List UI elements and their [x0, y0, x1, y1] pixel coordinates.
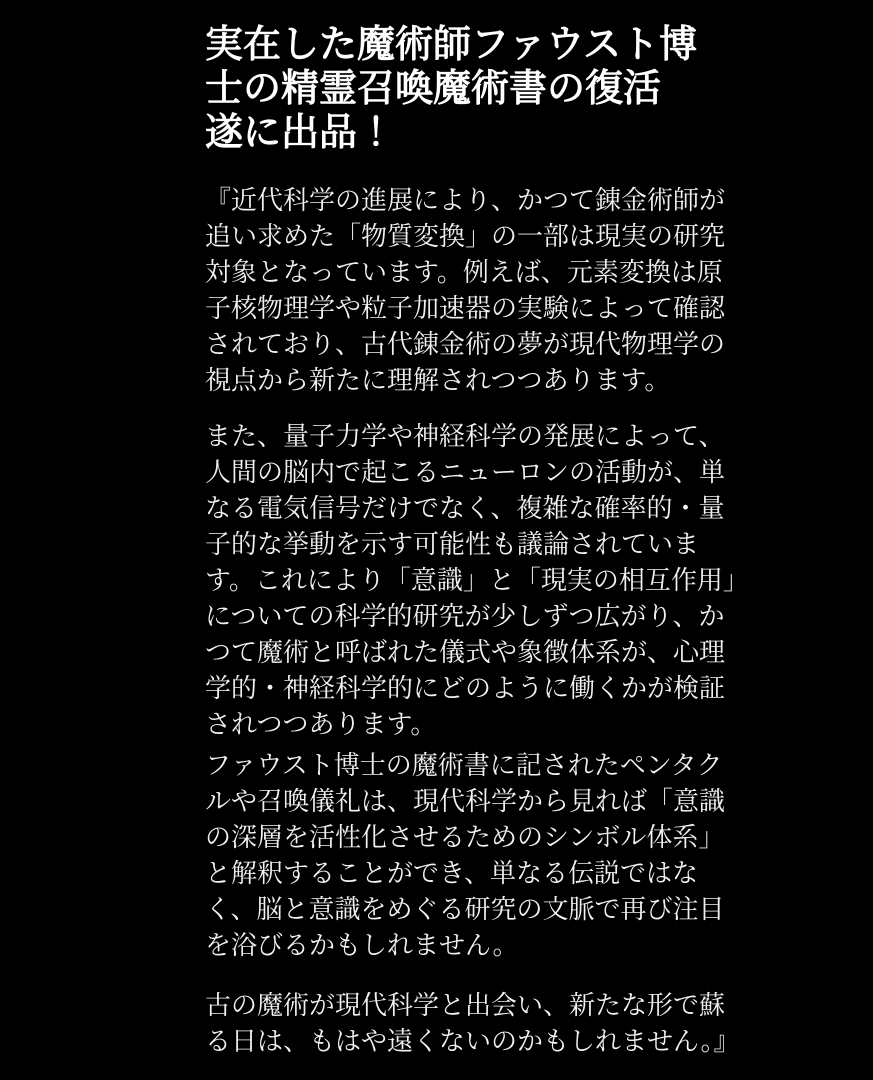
description-paragraph-1: 『近代科学の進展により、かつて錬金術師が追い求めた「物質変換」の一部は現実の研究対象となっています。例えば、元素変換は原子核物理学や粒子加速器の実験によって確認されており、古代錬金術の夢が現代物理学の視点から新たに理解されつつあります。: [205, 185, 726, 395]
listing-description-block: [205, 23, 739, 1059]
listing-title-line-2: 遂に出品！: [205, 112, 396, 154]
description-paragraph-4: 古の魔術が現代科学と出会い、新たな形で蘇る日は、もはや遠くないのかもしれません。』: [205, 990, 740, 1056]
listing-title: [205, 23, 725, 155]
description-paragraph-3: ファウスト博士の魔術書に記されたペンタクルや召喚儀礼は、現代科学から見れば「意識の深層を活性化させるためのシンボル体系」と解釈することができ、単なる伝説ではなく、脳と意識をめぐる研究の文脈で再び注目を浴びるかもしれません。: [205, 750, 726, 960]
listing-title-line-1: 実在した魔術師ファウスト博士の精霊召喚魔術書の復活: [205, 24, 698, 110]
description-paragraph-2: また、量子力学や神経科学の発展によって、人間の脳内で起こるニューロンの活動が、単なる電気信号だけでなく、複雑な確率的・量子的な挙動を示す可能性も議論されています。これにより「意識」と「現実の相互作用」についての科学的研究が少しずつ広がり、かつて魔術と呼ばれた儀式や象徴体系が、心理学的・神経科学的にどのように働くかが検証されつつあります。: [205, 421, 736, 739]
